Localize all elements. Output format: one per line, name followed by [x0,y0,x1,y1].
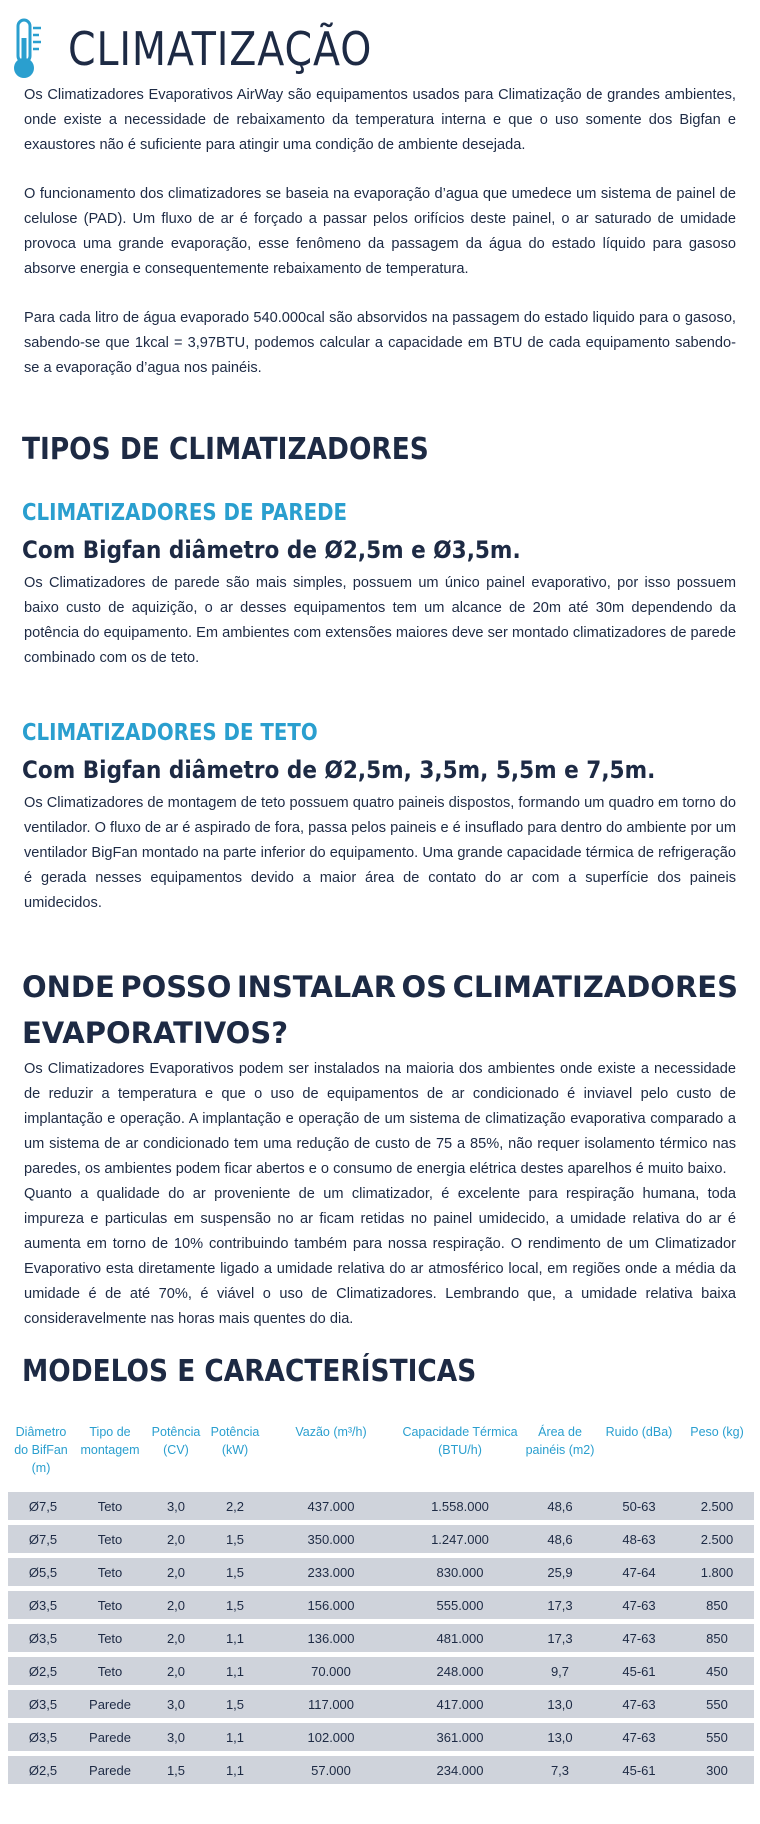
table-cell: Teto [74,1525,146,1553]
table-cell: 48,6 [522,1492,598,1520]
table-cell: 450 [680,1657,754,1685]
table-cell: 2,0 [146,1525,206,1553]
parede-subheading: Com Bigfan diâmetro de Ø2,5m e Ø3,5m. [22,536,521,564]
column-header: Vazão (m³/h) [295,1425,367,1439]
table-cell: Ø3,5 [8,1723,74,1751]
table-cell: 3,0 [146,1492,206,1520]
table-cell: 1,5 [146,1756,206,1784]
table-cell: 2,0 [146,1657,206,1685]
table-cell: Teto [74,1657,146,1685]
table-cell: 48-63 [598,1525,680,1553]
table-header-row [8,1421,754,1487]
table-cell: 1,1 [206,1624,264,1652]
parede-heading: CLIMATIZADORES DE PAREDE [22,500,348,526]
table-cell: 13,0 [522,1723,598,1751]
table-row [8,1525,754,1553]
table-cell: Ø2,5 [8,1756,74,1784]
table-cell: Teto [74,1492,146,1520]
intro-paragraph-3: Para cada litro de água evaporado 540.000cal são absorvidos na passagem do estado liquido para o gasoso, sabendo-se que 1kcal = 3,97BTU, podemos calcular a capacidade em BTU de cada equipamento sabendo-se a evaporação d’agua nos painéis. [24,310,736,376]
column-header: Ruido (dBa) [605,1425,673,1439]
table-cell: 1,1 [206,1756,264,1784]
models-table [8,1416,754,1789]
table-cell: Teto [74,1591,146,1619]
table-cell: 248.000 [398,1657,522,1685]
table-cell: 17,3 [522,1624,598,1652]
table-cell: 47-63 [598,1690,680,1718]
table-cell: 2,0 [146,1624,206,1652]
column-header: Tipo de montagem [80,1425,140,1457]
table-cell: 1,5 [206,1558,264,1586]
teto-heading: CLIMATIZADORES DE TETO [22,720,318,746]
table-cell: 361.000 [398,1723,522,1751]
table-cell: 2,0 [146,1591,206,1619]
table-cell: 850 [680,1624,754,1652]
column-header: Potência (kW) [210,1425,260,1457]
table-row [8,1591,754,1619]
table-cell: 50-63 [598,1492,680,1520]
table-cell: Ø7,5 [8,1525,74,1553]
table-cell: 102.000 [264,1723,398,1751]
table-cell: 136.000 [264,1624,398,1652]
onde-heading-word: ONDE [22,970,115,1004]
onde-heading-word: CLIMATIZADORES [452,970,738,1004]
column-header: Peso (kg) [690,1425,744,1439]
table-cell: 2,2 [206,1492,264,1520]
table-cell: Teto [74,1558,146,1586]
table-cell: Teto [74,1624,146,1652]
page-title: CLIMATIZAÇÃO [68,22,373,76]
table-row [8,1492,754,1520]
table-cell: 417.000 [398,1690,522,1718]
table-cell: 70.000 [264,1657,398,1685]
table-cell: 13,0 [522,1690,598,1718]
column-header: Capacidade Térmica (BTU/h) [402,1425,518,1457]
table-cell: Parede [74,1756,146,1784]
table-row [8,1558,754,1586]
table-cell: 9,7 [522,1657,598,1685]
table-cell: 1.558.000 [398,1492,522,1520]
teto-subheading: Com Bigfan diâmetro de Ø2,5m, 3,5m, 5,5m e 7,5m. [22,756,656,784]
table-cell: 17,3 [522,1591,598,1619]
onde-heading-word: POSSO [120,970,232,1004]
table-cell: 234.000 [398,1756,522,1784]
onde-heading [22,967,738,1053]
table-row [8,1657,754,1685]
column-header: Diâmetro do BifFan (m) [14,1425,68,1475]
table-cell: 7,3 [522,1756,598,1784]
intro-paragraph-1: Os Climatizadores Evaporativos AirWay são equipamentos usados para Climatização de grandes ambientes, onde existe a necessidade de rebaixamento da temperatura interna e que o uso somente dos Bigfan e exaustores não é suficiente para atingir uma condição de ambiente desejada. [24,87,736,153]
table-cell: 1,1 [206,1657,264,1685]
onde-heading-word: INSTALAR [236,970,397,1004]
title-row [8,14,422,84]
table-cell: 437.000 [264,1492,398,1520]
modelos-heading: MODELOS E CARACTERÍSTICAS [22,1354,477,1389]
table-cell: 3,0 [146,1690,206,1718]
thermometer-icon [8,16,46,82]
table-cell: 48,6 [522,1525,598,1553]
table-cell: Ø3,5 [8,1690,74,1718]
tipos-heading: TIPOS DE CLIMATIZADORES [22,432,429,467]
table-cell: 1.247.000 [398,1525,522,1553]
onde-paragraph-2: Quanto a qualidade do ar proveniente de um climatizador, é excelente para respiração humana, toda impureza e particulas em suspensão no ar ficam retidas no painel umidecido, a umidade relativa do ar é aumenta em torno de 10% contribuindo também para nossa respiração. O rendimento de um Climatizador Evaporativo esta diretamente ligado a umidade relativa do ar atmosférico local, em regiões onde a média da umidade é de até 70%, é viável o uso de Climatizadores. Lembrando que, a umidade relativa baixa consideravelmente nas horas mais quentes do dia. [24,1186,736,1327]
table-cell: 47-64 [598,1558,680,1586]
table-cell: 1,1 [206,1723,264,1751]
parede-text: Os Climatizadores de parede são mais simples, possuem um único painel evaporativo, por isso possuem baixo custo de aquizição, o ar desses equipamentos tem um alcance de 20m até 30m dependendo da potência do equipamento. Em ambientes com extensões maiores deve ser montado climatizadores de parede combinado com os de teto. [24,575,736,666]
table-cell: 47-63 [598,1723,680,1751]
table-cell: 300 [680,1756,754,1784]
table-cell: Ø3,5 [8,1591,74,1619]
table-cell: 3,0 [146,1723,206,1751]
table-cell: 2,0 [146,1558,206,1586]
table-cell: 57.000 [264,1756,398,1784]
table-cell: 156.000 [264,1591,398,1619]
table-cell: 2.500 [680,1492,754,1520]
table-cell: 25,9 [522,1558,598,1586]
table-cell: 2.500 [680,1525,754,1553]
table-cell: 1,5 [206,1690,264,1718]
table-cell: Ø2,5 [8,1657,74,1685]
table-row [8,1723,754,1751]
onde-paragraph-1: Os Climatizadores Evaporativos podem ser instalados na maioria dos ambientes onde existe a necessidade de reduzir a temperatura e que o uso de equipamentos de ar condicionado é inviavel pelo custo de implantação e operação. A implantação e operação de um sistema de climatização evaporativa comparado a um sistema de ar condicionado tem uma redução de custo de 75 a 85%, não requer isolamento térmico nas paredes, os ambientes podem ficar abertos e o consumo de energia elétrica destes aparelhos é muito baixo. [24,1061,736,1177]
intro-paragraph-2: O funcionamento dos climatizadores se baseia na evaporação d’agua que umedece um sistema de painel de celulose (PAD). Um fluxo de ar é forçado a passar pelos orifícios deste painel, o ar saturado de umidade provoca uma grande evaporação, esse fenômeno da passagem da água do estado líquido para gasoso absorve energia e consequentemente rebaixamento de temperatura. [24,186,736,277]
table-cell: 550 [680,1690,754,1718]
table-cell: 830.000 [398,1558,522,1586]
table-row [8,1756,754,1784]
table-cell: Ø5,5 [8,1558,74,1586]
table-cell: 117.000 [264,1690,398,1718]
table-cell: 555.000 [398,1591,522,1619]
table-cell: Parede [74,1690,146,1718]
table-cell: 233.000 [264,1558,398,1586]
table-cell: 45-61 [598,1756,680,1784]
column-header: Área de painéis (m2) [525,1425,595,1457]
table-cell: 1,5 [206,1591,264,1619]
column-header: Potência (CV) [151,1425,201,1457]
table-cell: 850 [680,1591,754,1619]
teto-text: Os Climatizadores de montagem de teto possuem quatro paineis dispostos, formando um quadro em torno do ventilador. O fluxo de ar é aspirado de fora, passa pelos paineis e é insuflado para dentro do ambiente por um ventilador BigFan montado na parte inferior do equipamento. Uma grande capacidade térmica de refrigeração é gerada nesses equipamentos devido a maior área de contato do ar com a superfície dos paineis umidecidos. [24,795,736,911]
onde-heading-line2: EVAPORATIVOS? [22,1016,289,1050]
onde-heading-word: OS [401,970,448,1004]
table-cell: 45-61 [598,1657,680,1685]
table-cell: 350.000 [264,1525,398,1553]
table-row [8,1624,754,1652]
table-cell: Ø3,5 [8,1624,74,1652]
table-cell: 1,5 [206,1525,264,1553]
table-cell: 550 [680,1723,754,1751]
table-cell: 47-63 [598,1591,680,1619]
table-cell: 481.000 [398,1624,522,1652]
table-row [8,1690,754,1718]
table-cell: 1.800 [680,1558,754,1586]
table-cell: 47-63 [598,1624,680,1652]
table-cell: Parede [74,1723,146,1751]
table-cell: Ø7,5 [8,1492,74,1520]
